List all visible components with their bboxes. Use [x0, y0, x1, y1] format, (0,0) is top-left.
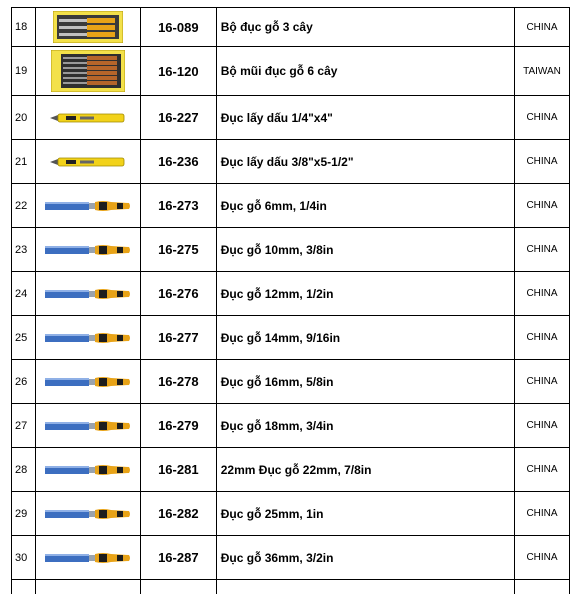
- table-row-partial: [12, 580, 570, 594]
- product-origin: CHINA: [515, 492, 570, 536]
- product-name: Đục gỗ 25mm, 1in: [216, 492, 514, 536]
- row-number: 30: [12, 536, 36, 580]
- product-table: [11, 7, 570, 594]
- row-number: 23: [12, 228, 36, 272]
- table-row: [12, 448, 570, 492]
- table-row: [12, 184, 570, 228]
- table-row: [12, 96, 570, 140]
- product-origin: CHINA: [515, 404, 570, 448]
- empty-cell: [35, 580, 140, 594]
- product-code: 16-279: [140, 404, 216, 448]
- row-number: 24: [12, 272, 36, 316]
- product-code: 16-281: [140, 448, 216, 492]
- wood-chisel-image: [35, 360, 140, 404]
- table-row: [12, 140, 570, 184]
- chisel-set-3-image: [35, 8, 140, 47]
- wood-chisel-image: [35, 228, 140, 272]
- product-origin: CHINA: [515, 140, 570, 184]
- wood-chisel-image: [35, 272, 140, 316]
- table-row: [12, 272, 570, 316]
- product-origin: CHINA: [515, 536, 570, 580]
- wood-chisel-image: [35, 492, 140, 536]
- product-code: 16-273: [140, 184, 216, 228]
- wood-chisel-image: [35, 316, 140, 360]
- chisel-set-6-image: [35, 47, 140, 96]
- row-number: 21: [12, 140, 36, 184]
- table-row: [12, 228, 570, 272]
- table-row: [12, 47, 570, 96]
- table-row: [12, 8, 570, 47]
- product-code: 16-236: [140, 140, 216, 184]
- product-name: 22mm Đục gỗ 22mm, 7/8in: [216, 448, 514, 492]
- row-number: 22: [12, 184, 36, 228]
- product-origin: CHINA: [515, 8, 570, 47]
- product-name: Đục gỗ 6mm, 1/4in: [216, 184, 514, 228]
- product-name: Đục gỗ 16mm, 5/8in: [216, 360, 514, 404]
- product-code: 16-278: [140, 360, 216, 404]
- product-code: 16-089: [140, 8, 216, 47]
- product-code: 16-282: [140, 492, 216, 536]
- product-name: Đục lấy dấu 1/4"x4": [216, 96, 514, 140]
- product-name: Đục gỗ 10mm, 3/8in: [216, 228, 514, 272]
- product-origin: TAIWAN: [515, 47, 570, 96]
- wood-chisel-image: [35, 536, 140, 580]
- empty-cell: [140, 580, 216, 594]
- row-number: 29: [12, 492, 36, 536]
- product-name: Đục gỗ 18mm, 3/4in: [216, 404, 514, 448]
- product-origin: CHINA: [515, 228, 570, 272]
- row-number: 28: [12, 448, 36, 492]
- product-code: 16-276: [140, 272, 216, 316]
- product-name: Bộ đục gỗ 3 cây: [216, 8, 514, 47]
- row-number: 26: [12, 360, 36, 404]
- table-row: [12, 316, 570, 360]
- row-number: 27: [12, 404, 36, 448]
- product-origin: CHINA: [515, 360, 570, 404]
- product-origin: CHINA: [515, 448, 570, 492]
- row-number: 19: [12, 47, 36, 96]
- table-row: [12, 492, 570, 536]
- product-code: 16-287: [140, 536, 216, 580]
- product-origin: CHINA: [515, 272, 570, 316]
- empty-cell: [12, 580, 36, 594]
- table-row: [12, 404, 570, 448]
- wood-chisel-image: [35, 184, 140, 228]
- center-punch-image: [35, 96, 140, 140]
- empty-cell: [515, 580, 570, 594]
- empty-cell: [216, 580, 514, 594]
- product-origin: CHINA: [515, 96, 570, 140]
- wood-chisel-image: [35, 448, 140, 492]
- product-code: 16-120: [140, 47, 216, 96]
- center-punch-image: [35, 140, 140, 184]
- row-number: 25: [12, 316, 36, 360]
- table-row: [12, 536, 570, 580]
- product-code: 16-275: [140, 228, 216, 272]
- wood-chisel-image: [35, 404, 140, 448]
- product-origin: CHINA: [515, 316, 570, 360]
- product-name: Đục gỗ 12mm, 1/2in: [216, 272, 514, 316]
- product-name: Đục gỗ 36mm, 3/2in: [216, 536, 514, 580]
- product-origin: CHINA: [515, 184, 570, 228]
- table-row: [12, 360, 570, 404]
- product-name: Bộ mũi đục gỗ 6 cây: [216, 47, 514, 96]
- product-name: Đục gỗ 14mm, 9/16in: [216, 316, 514, 360]
- product-code: 16-227: [140, 96, 216, 140]
- product-code: 16-277: [140, 316, 216, 360]
- row-number: 18: [12, 8, 36, 47]
- product-name: Đục lấy dấu 3/8"x5-1/2": [216, 140, 514, 184]
- row-number: 20: [12, 96, 36, 140]
